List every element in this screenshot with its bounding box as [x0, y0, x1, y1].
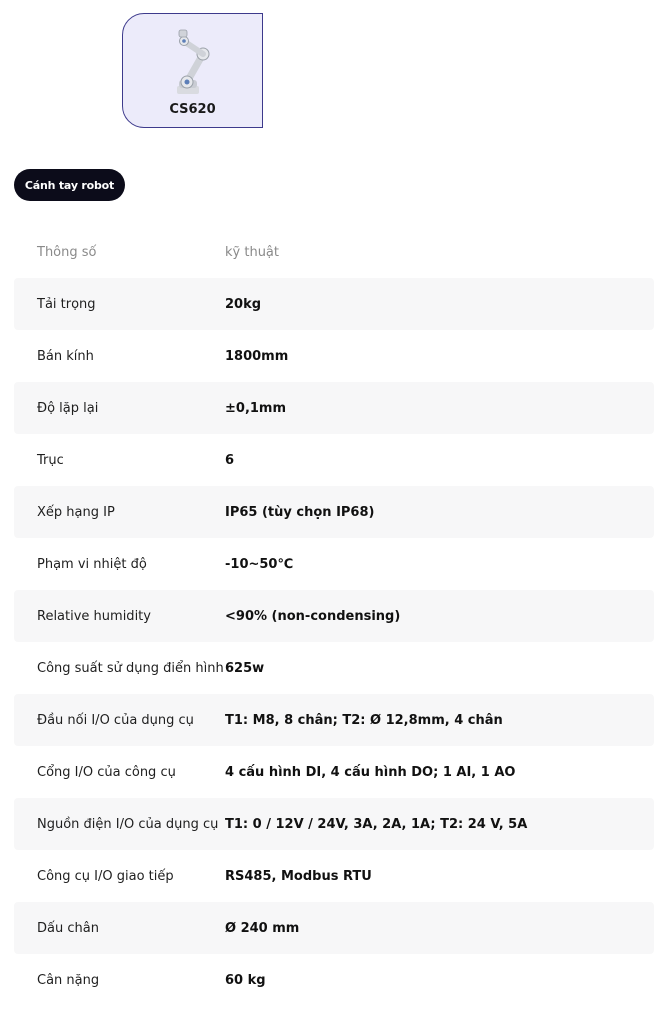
spec-key: Relative humidity — [37, 608, 151, 624]
spec-row-tool-io-power — [14, 798, 654, 850]
category-tab-robot-arm[interactable]: Cánh tay robot — [14, 169, 125, 201]
spec-row-repeatability — [14, 382, 654, 434]
spec-key: Độ lặp lại — [37, 400, 99, 416]
spec-value: ±0,1mm — [225, 400, 287, 416]
spec-key: Dấu chân — [37, 920, 99, 936]
spec-key: Tải trọng — [37, 296, 96, 312]
spec-key: Trục — [37, 452, 64, 468]
spec-value: 6 — [225, 452, 235, 468]
spec-value: 60 kg — [225, 972, 266, 988]
spec-value: <90% (non-condensing) — [225, 608, 401, 624]
spec-key: Đầu nối I/O của dụng cụ — [37, 712, 194, 728]
spec-key: Cổng I/O của công cụ — [37, 764, 176, 780]
spec-value: T1: M8, 8 chân; T2: Ø 12,8mm, 4 chân — [225, 712, 503, 728]
spec-value: 4 cấu hình DI, 4 cấu hình DO; 1 AI, 1 AO — [225, 764, 516, 780]
spec-row-weight — [14, 954, 654, 1006]
spec-row-footprint — [14, 902, 654, 954]
spec-row-axes — [14, 434, 654, 486]
spec-key: Công suất sử dụng điển hình — [37, 660, 224, 676]
spec-row-ip-rating — [14, 486, 654, 538]
spec-header-key: Thông số — [37, 244, 97, 260]
spec-value: Ø 240 mm — [225, 920, 300, 936]
spec-key: Công cụ I/O giao tiếp — [37, 868, 174, 884]
product-card-cs620[interactable] — [122, 13, 263, 128]
spec-row-temperature — [14, 538, 654, 590]
spec-row-tool-io-ports — [14, 746, 654, 798]
spec-row-power — [14, 642, 654, 694]
spec-key: Nguồn điện I/O của dụng cụ — [37, 816, 219, 832]
spec-row-reach — [14, 330, 654, 382]
spec-key: Cân nặng — [37, 972, 100, 988]
spec-value: 20kg — [225, 296, 262, 312]
spec-header-row — [14, 226, 654, 278]
spec-value: RS485, Modbus RTU — [225, 868, 372, 884]
spec-value: -10~50℃ — [225, 556, 294, 572]
spec-table — [14, 226, 654, 1006]
spec-row-tool-io-communication — [14, 850, 654, 902]
spec-row-tool-io-connector — [14, 694, 654, 746]
spec-key: Xếp hạng IP — [37, 504, 115, 520]
spec-value: 625w — [225, 660, 265, 676]
spec-key: Bán kính — [37, 348, 94, 364]
spec-value: T1: 0 / 12V / 24V, 3A, 2A, 1A; T2: 24 V, 5A — [225, 816, 528, 832]
robot-arm-icon — [163, 28, 223, 100]
product-card-label: CS620 — [169, 102, 216, 117]
spec-value: 1800mm — [225, 348, 289, 364]
spec-row-payload — [14, 278, 654, 330]
spec-header-value: kỹ thuật — [225, 244, 279, 260]
spec-key: Phạm vi nhiệt độ — [37, 556, 147, 572]
spec-value: IP65 (tùy chọn IP68) — [225, 504, 375, 520]
spec-row-humidity — [14, 590, 654, 642]
